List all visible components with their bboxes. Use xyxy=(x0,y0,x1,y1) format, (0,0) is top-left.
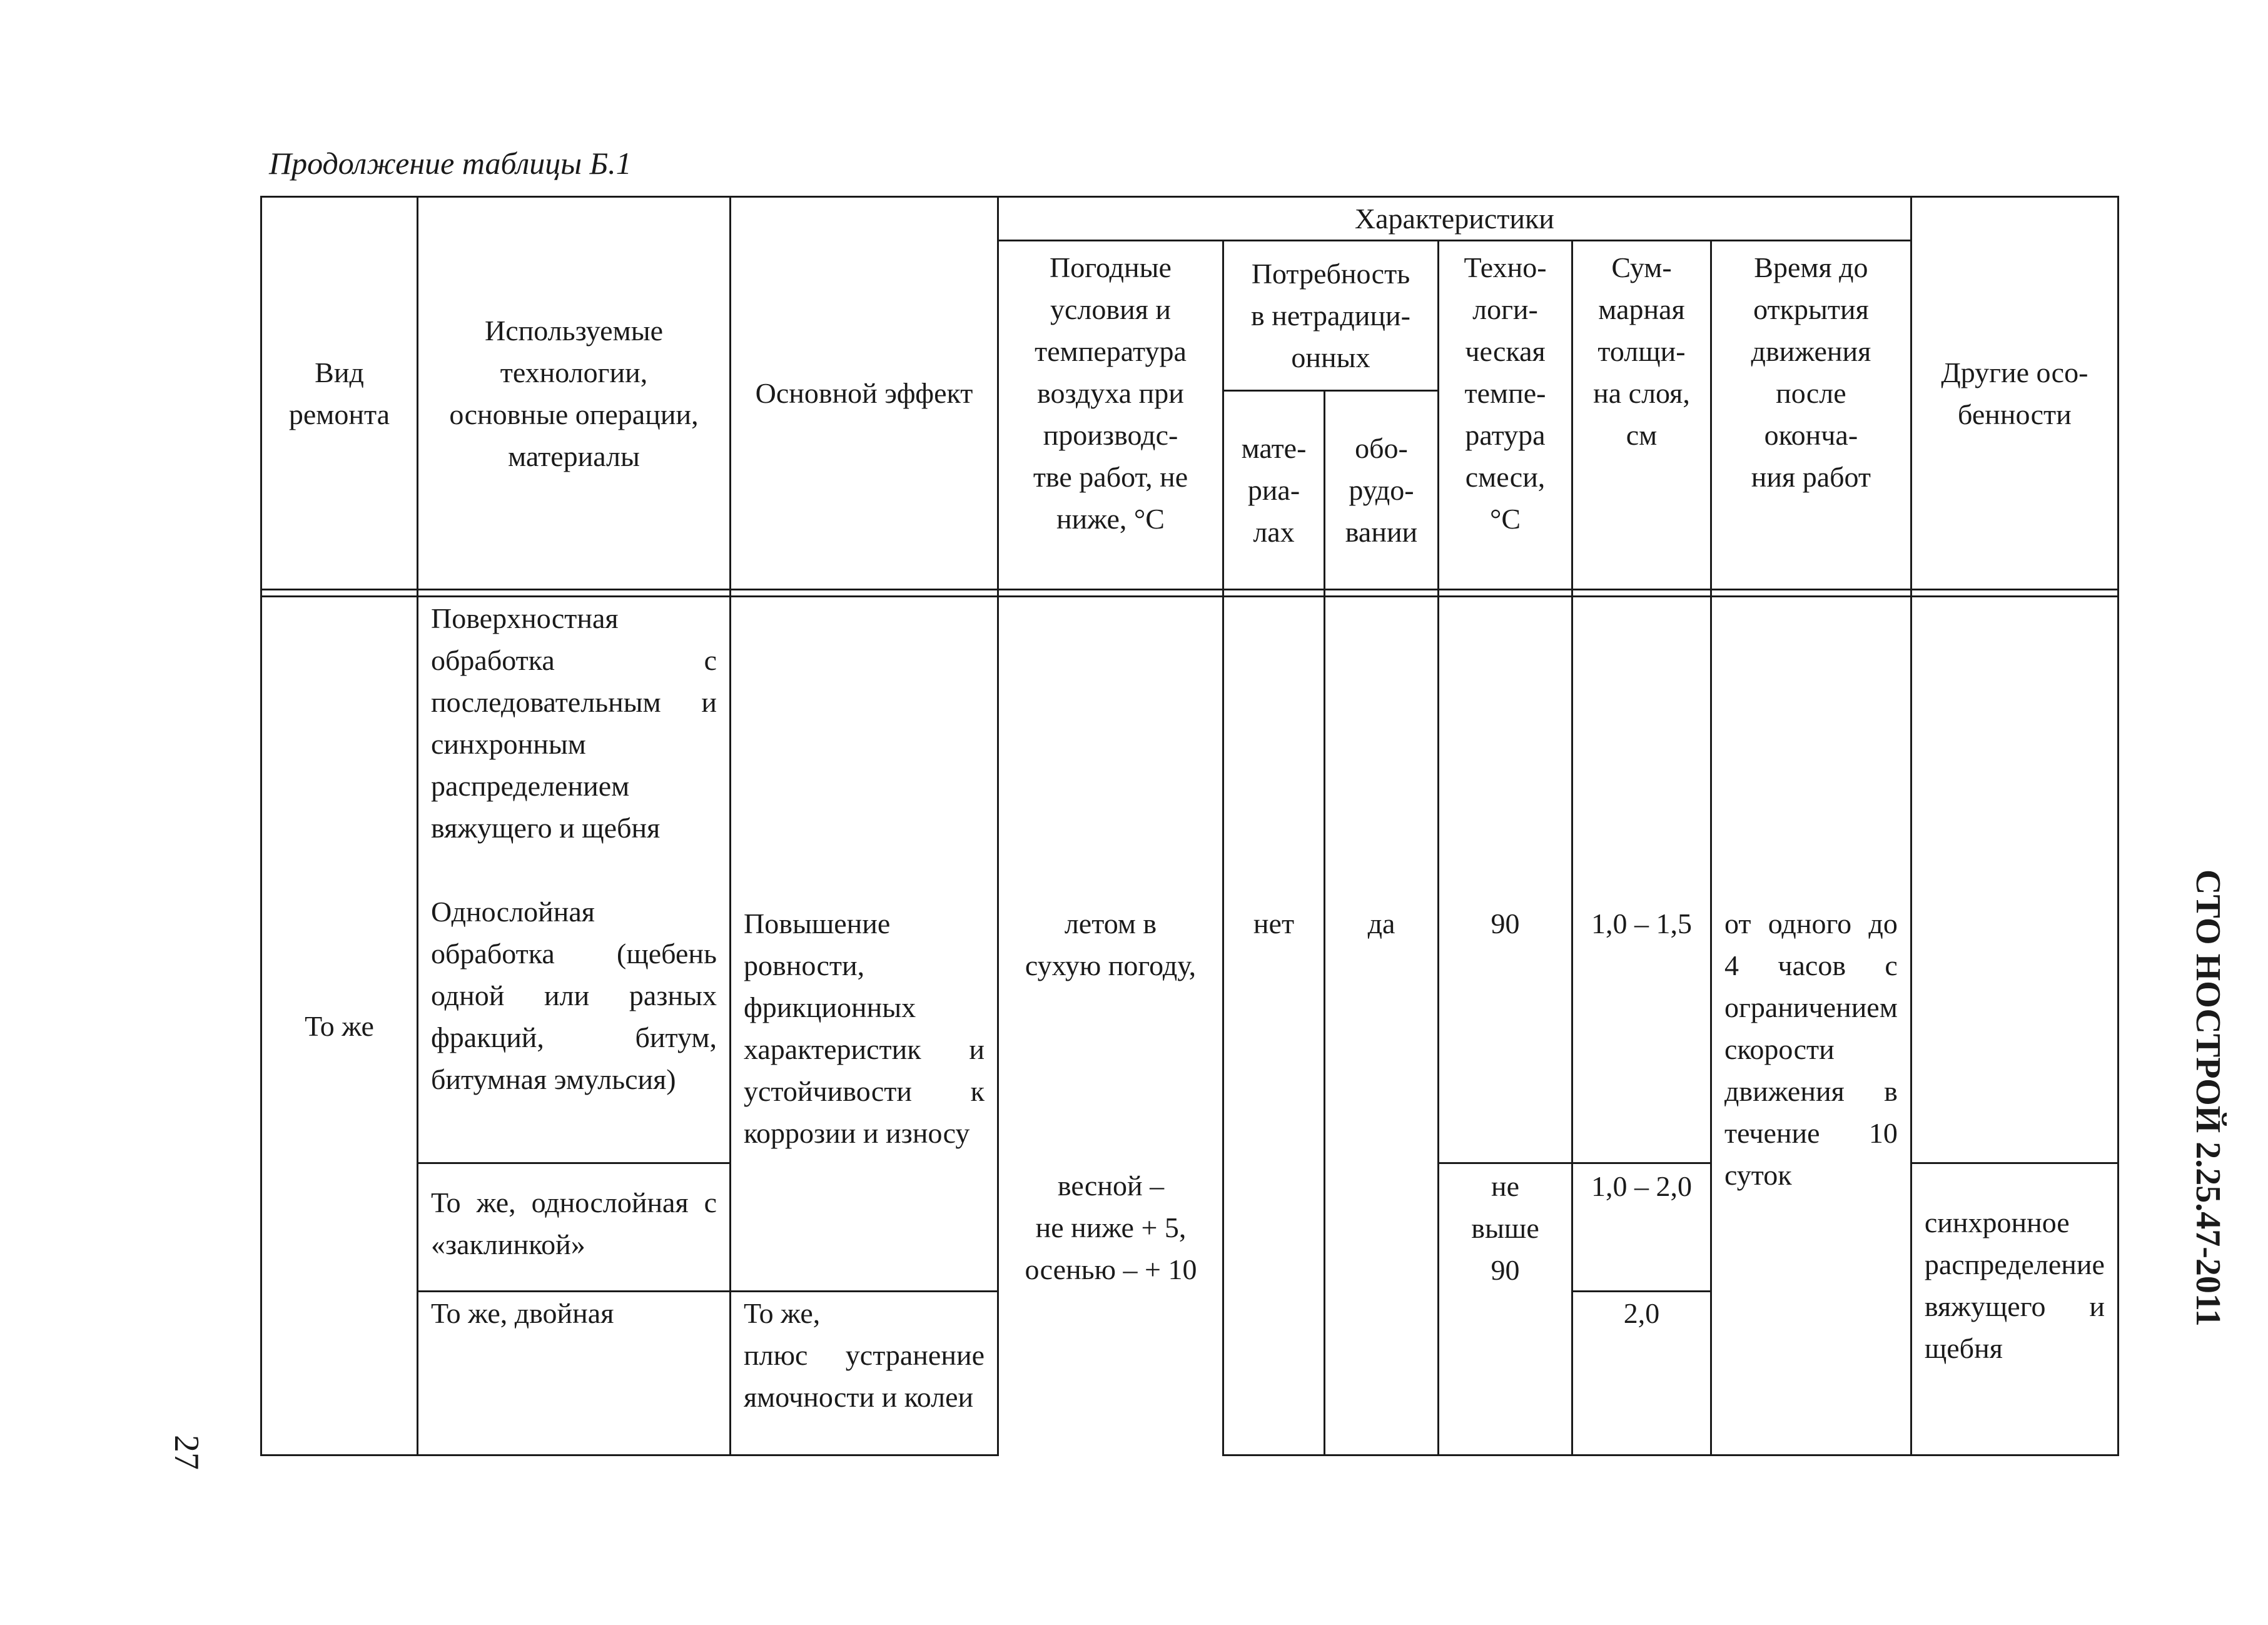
cell-weather-1: летом в сухую погоду, xyxy=(998,597,1223,1455)
header-materials: мате- риа- лах xyxy=(1223,391,1325,590)
cell-equipment-value: да xyxy=(1325,597,1439,1455)
header-other: Другие осо- бенности xyxy=(1911,197,2118,590)
cell-effect-1: Повышение ровности, фрикционных характеристик и устойчивости к коррозии и износу xyxy=(731,597,998,1292)
header-technologies: Используемые технологии, основные операции, материалы xyxy=(418,197,731,590)
cell-technology-3: То же, двойная xyxy=(418,1292,731,1455)
cell-other-1 xyxy=(1911,597,2118,1163)
header-opening-time: Время до открытия движения после оконча- ния работ xyxy=(1711,241,1911,590)
cell-technology-1 xyxy=(418,597,731,1163)
cell-effect-3: То же, плюс устранение ямочности и колеи xyxy=(731,1292,998,1455)
cell-other-2: синхронное распределение вяжущего и щебня xyxy=(1911,1163,2118,1455)
document-code: СТО НОСТРОЙ 2.25.47-2011 xyxy=(2189,869,2227,1327)
cell-thickness-1: 1,0 – 1,5 xyxy=(1572,597,1711,1163)
header-weather: Погодные условия и температура воздуха при производс- тве работ, не ниже, °C xyxy=(998,241,1223,590)
cell-technology-single: Однослойная обработка (щебень одной или разных фракций, битум, битумная эмульсия) xyxy=(431,896,717,1095)
cell-thickness-3: 2,0 xyxy=(1572,1292,1711,1455)
cell-technology-group: Поверхностная обработка с последовательным и синхронным распределением вяжущего и щебня xyxy=(431,602,717,844)
cell-technology-2: То же, однослойная с «заклинкой» xyxy=(418,1163,731,1292)
page-number: 27 xyxy=(167,1435,206,1470)
header-repair-type: Вид ремонта xyxy=(261,197,418,590)
header-equipment: обо- рудо- вании xyxy=(1325,391,1439,590)
cell-materials-value: нет xyxy=(1223,597,1325,1455)
cell-opening-time: от одного до 4 часов с ограничением скорости движения в течение 10 суток xyxy=(1711,597,1911,1455)
header-nontraditional: Потребность в нетрадици- онных xyxy=(1223,241,1439,391)
header-main-effect: Основной эффект xyxy=(731,197,998,590)
table-caption: Продолжение таблицы Б.1 xyxy=(269,146,632,181)
header-thickness: Сум- марная толщи- на слоя, см xyxy=(1572,241,1711,590)
header-mix-temp: Техно- логи- ческая темпе- ратура смеси, °C xyxy=(1439,241,1572,590)
cell-temp-2: не выше 90 xyxy=(1439,1163,1572,1455)
cell-repair-type: То же xyxy=(261,597,418,1455)
cell-weather-2: весной – не ниже + 5, осенью – + 10 xyxy=(1025,1170,1197,1285)
header-separator xyxy=(261,590,2119,597)
header-characteristics: Характеристики xyxy=(998,197,1911,241)
cell-temp-1: 90 xyxy=(1439,597,1572,1163)
cell-thickness-2: 1,0 – 2,0 xyxy=(1572,1163,1711,1292)
